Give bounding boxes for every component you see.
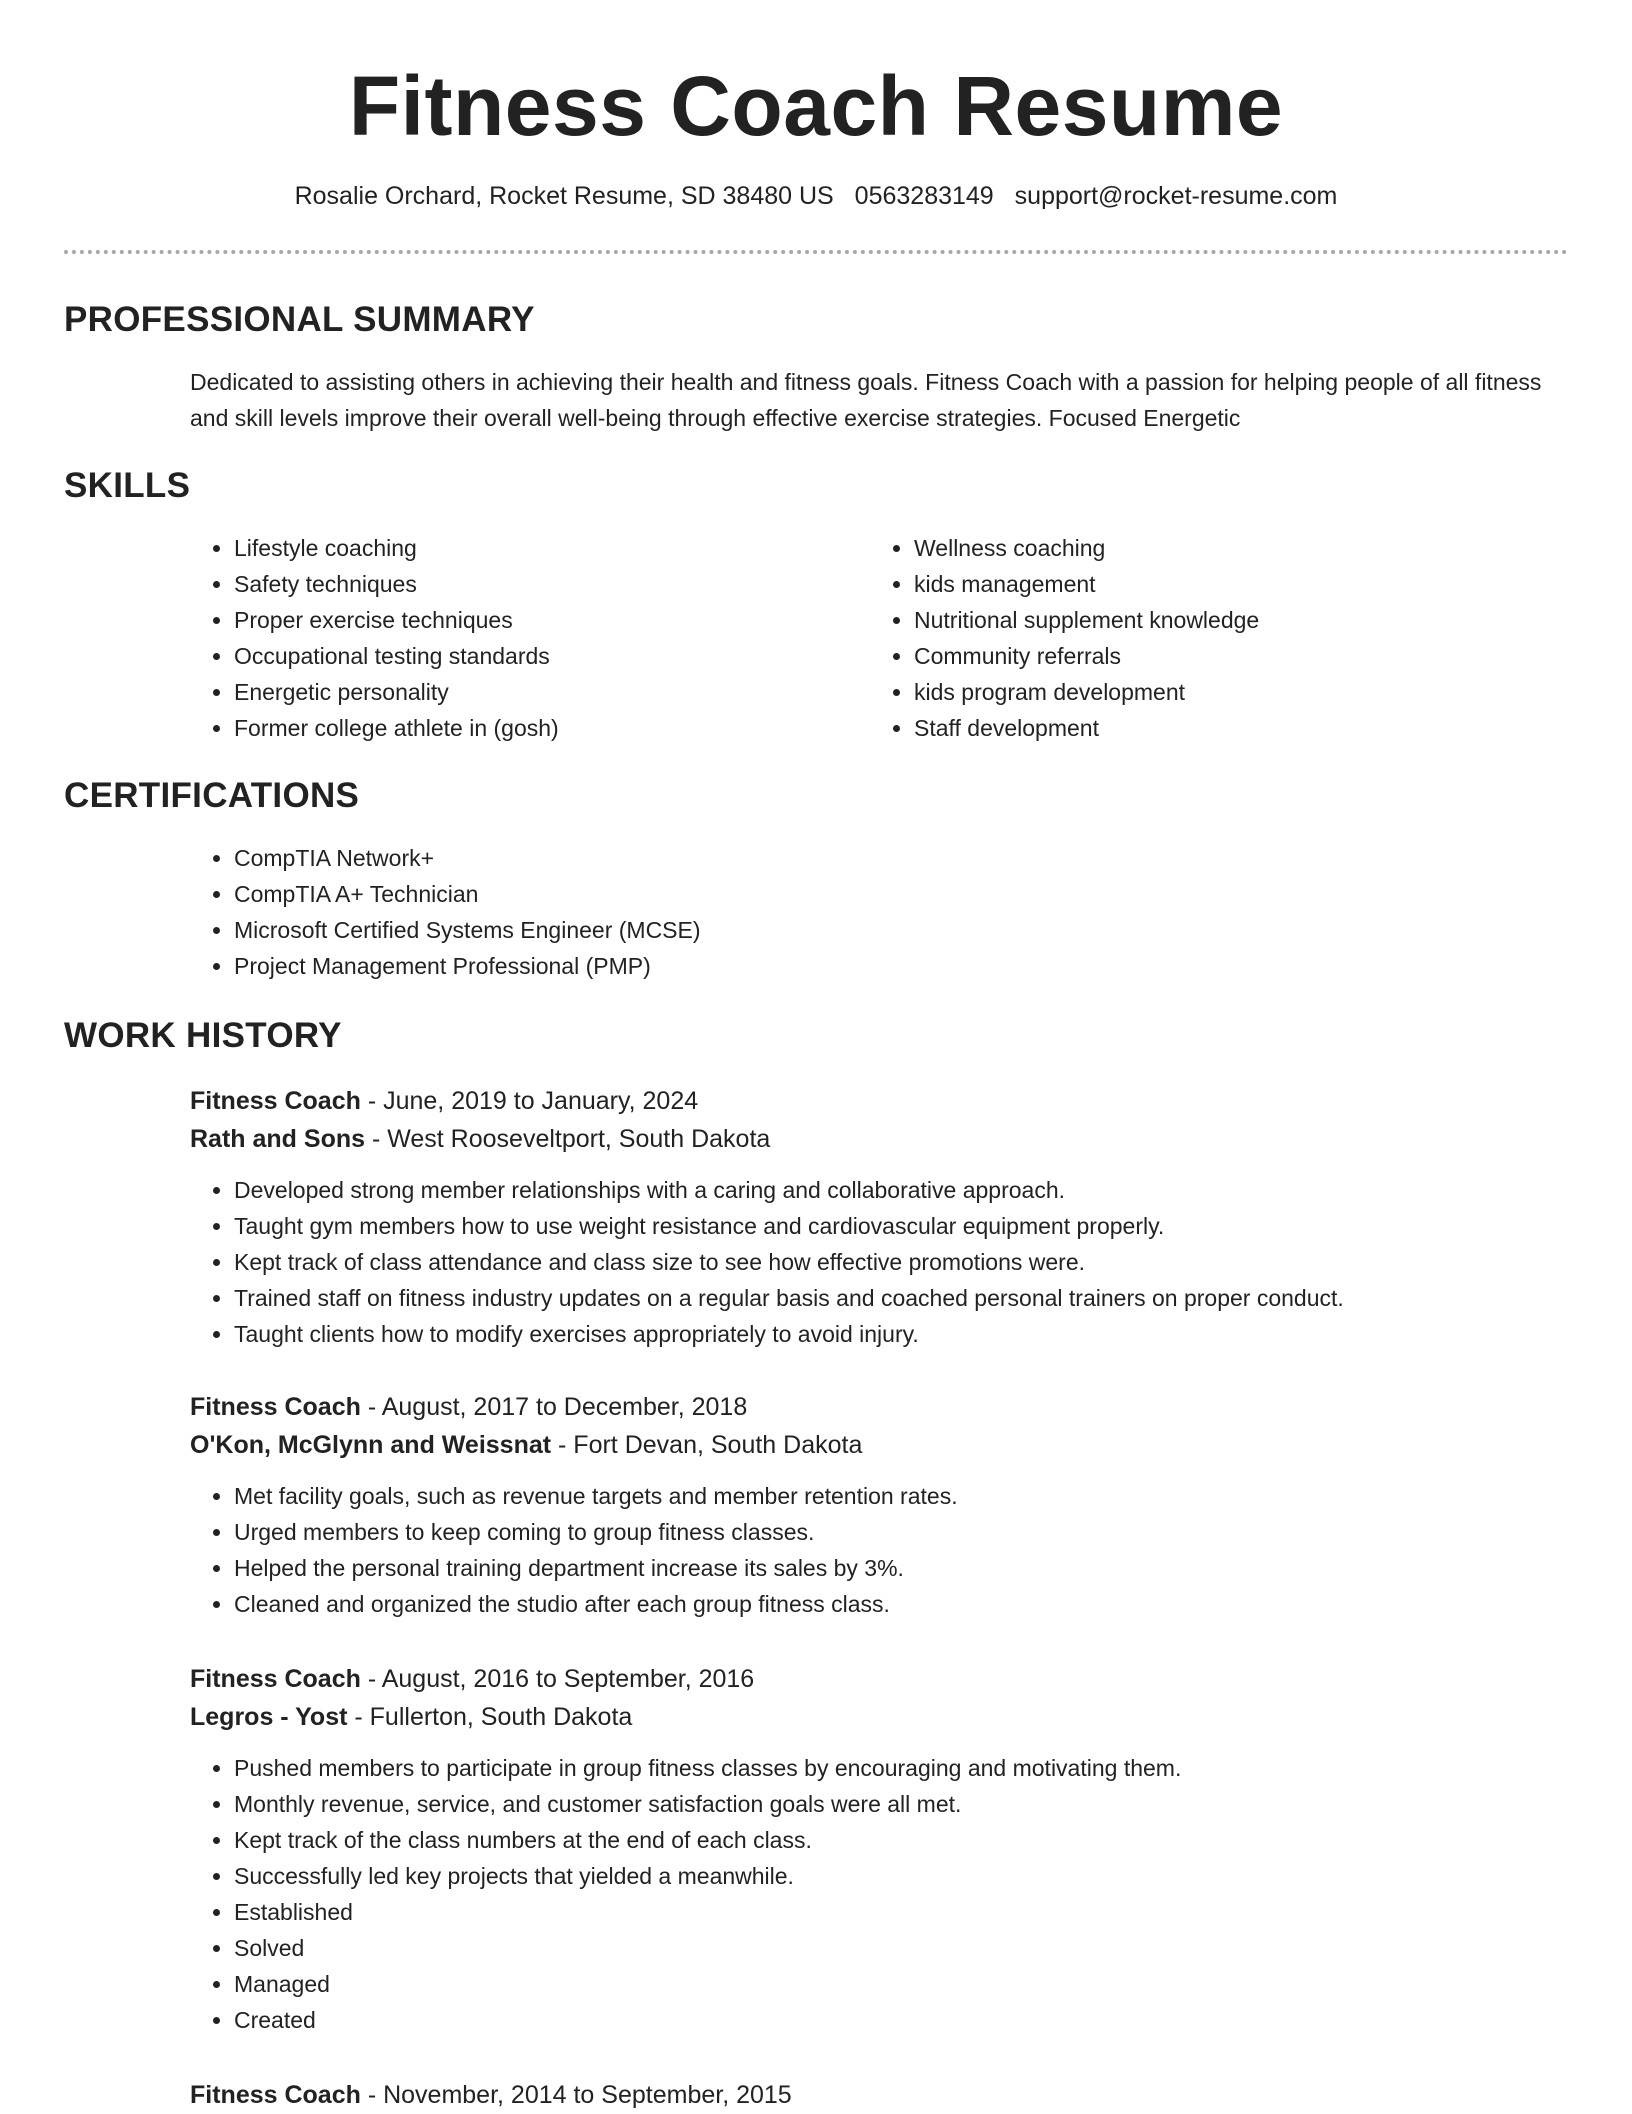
list-item: • Taught clients how to modify exercises appropriately to avoid injury.: [234, 1316, 1570, 1352]
list-item: • Proper exercise techniques: [234, 602, 874, 638]
job-company: Rath and Sons: [190, 1125, 366, 1153]
skills-list-left: [190, 530, 874, 746]
job-location: - West Rooseveltport, South Dakota: [365, 1125, 771, 1153]
list-item: • Nutritional supplement knowledge: [914, 602, 1574, 638]
contact-address: Rosalie Orchard, Rocket Resume, SD 38480 US: [294, 182, 834, 210]
list-item: • Monthly revenue, service, and customer satisfaction goals were all met.: [234, 1786, 1570, 1822]
list-item: • Pushed members to participate in group fitness classes by encouraging and motivating them.: [234, 1750, 1570, 1786]
job-title-line: [190, 1388, 1570, 1426]
skills-heading: SKILLS: [64, 466, 191, 505]
list-item: • Occupational testing standards: [234, 638, 874, 674]
job-entry: [190, 1388, 1570, 1622]
job-title: Fitness Coach: [190, 1665, 361, 1693]
summary-heading: PROFESSIONAL SUMMARY: [64, 300, 535, 339]
list-item: • Developed strong member relationships with a caring and collaborative approach.: [234, 1172, 1570, 1208]
summary-text: Dedicated to assisting others in achieving their health and fitness goals. Fitness Coach with a passion for helping people of all fitness and skill levels improve their overall well-being through effective exercise strategies. Focused Energetic: [190, 369, 1542, 431]
list-item: • Urged members to keep coming to group fitness classes.: [234, 1514, 1570, 1550]
list-item: • Staff development: [914, 710, 1574, 746]
header-divider: [64, 250, 1568, 254]
list-item: • Cleaned and organized the studio after each group fitness class.: [234, 1586, 1570, 1622]
list-item: • Project Management Professional (PMP): [234, 948, 1334, 984]
list-item: • Solved: [234, 1930, 1570, 1966]
work-history-heading: WORK HISTORY: [64, 1016, 342, 1055]
list-item: • Met facility goals, such as revenue targets and member retention rates.: [234, 1478, 1570, 1514]
job-title: Fitness Coach: [190, 1087, 361, 1115]
list-item: • Energetic personality: [234, 674, 874, 710]
job-company: Legros - Yost: [190, 1703, 348, 1731]
job-location: - Fullerton, South Dakota: [347, 1703, 633, 1731]
job-title: Fitness Coach: [190, 1393, 361, 1421]
job-company-line: [190, 1698, 1570, 1736]
job-entry: [190, 2076, 1570, 2114]
list-item: • kids management: [914, 566, 1574, 602]
list-item: • Helped the personal training department increase its sales by 3%.: [234, 1550, 1570, 1586]
list-item: • kids program development: [914, 674, 1574, 710]
job-duties-list: [190, 1172, 1570, 1352]
list-item: • Wellness coaching: [914, 530, 1574, 566]
job-dates: - June, 2019 to January, 2024: [360, 1087, 699, 1115]
job-dates: - August, 2016 to September, 2016: [360, 1665, 755, 1693]
job-entry: [190, 1660, 1570, 2038]
list-item: • Taught gym members how to use weight resistance and cardiovascular equipment properly.: [234, 1208, 1570, 1244]
contact-phone: 0563283149: [854, 182, 994, 210]
job-company-line: [190, 1120, 1570, 1158]
list-item: • Community referrals: [914, 638, 1574, 674]
list-item: • Successfully led key projects that yielded a meanwhile.: [234, 1858, 1570, 1894]
job-title: Fitness Coach: [190, 2081, 361, 2109]
job-title-line: [190, 1082, 1570, 1120]
job-title-line: [190, 2076, 1570, 2114]
list-item: • Established: [234, 1894, 1570, 1930]
skills-list-right: [870, 530, 1574, 746]
job-entry: [190, 1082, 1570, 1352]
list-item: • CompTIA A+ Technician: [234, 876, 1334, 912]
list-item: • Safety techniques: [234, 566, 874, 602]
page-title: Fitness Coach Resume: [348, 59, 1284, 153]
list-item: • Kept track of class attendance and class size to see how effective promotions were.: [234, 1244, 1570, 1280]
list-item: • Microsoft Certified Systems Engineer (MCSE): [234, 912, 1334, 948]
list-item: • Managed: [234, 1966, 1570, 2002]
certifications-list: [190, 840, 1334, 984]
job-dates: - November, 2014 to September, 2015: [360, 2081, 792, 2109]
list-item: • CompTIA Network+: [234, 840, 1334, 876]
job-location: - Fort Devan, South Dakota: [551, 1431, 863, 1459]
job-dates: - August, 2017 to December, 2018: [360, 1393, 748, 1421]
job-duties-list: [190, 1478, 1570, 1622]
job-title-line: [190, 1660, 1570, 1698]
job-company-line: [190, 1426, 1570, 1464]
contact-email: support@rocket-resume.com: [1014, 182, 1338, 210]
contact-line: [64, 180, 1568, 212]
list-item: • Kept track of the class numbers at the end of each class.: [234, 1822, 1570, 1858]
list-item: • Trained staff on fitness industry updates on a regular basis and coached personal trainers on proper conduct.: [234, 1280, 1570, 1316]
job-company: O'Kon, McGlynn and Weissnat: [190, 1431, 552, 1459]
list-item: • Lifestyle coaching: [234, 530, 874, 566]
certifications-heading: CERTIFICATIONS: [64, 776, 360, 815]
list-item: • Former college athlete in (gosh): [234, 710, 874, 746]
list-item: • Created: [234, 2002, 1570, 2038]
job-duties-list: [190, 1750, 1570, 2038]
